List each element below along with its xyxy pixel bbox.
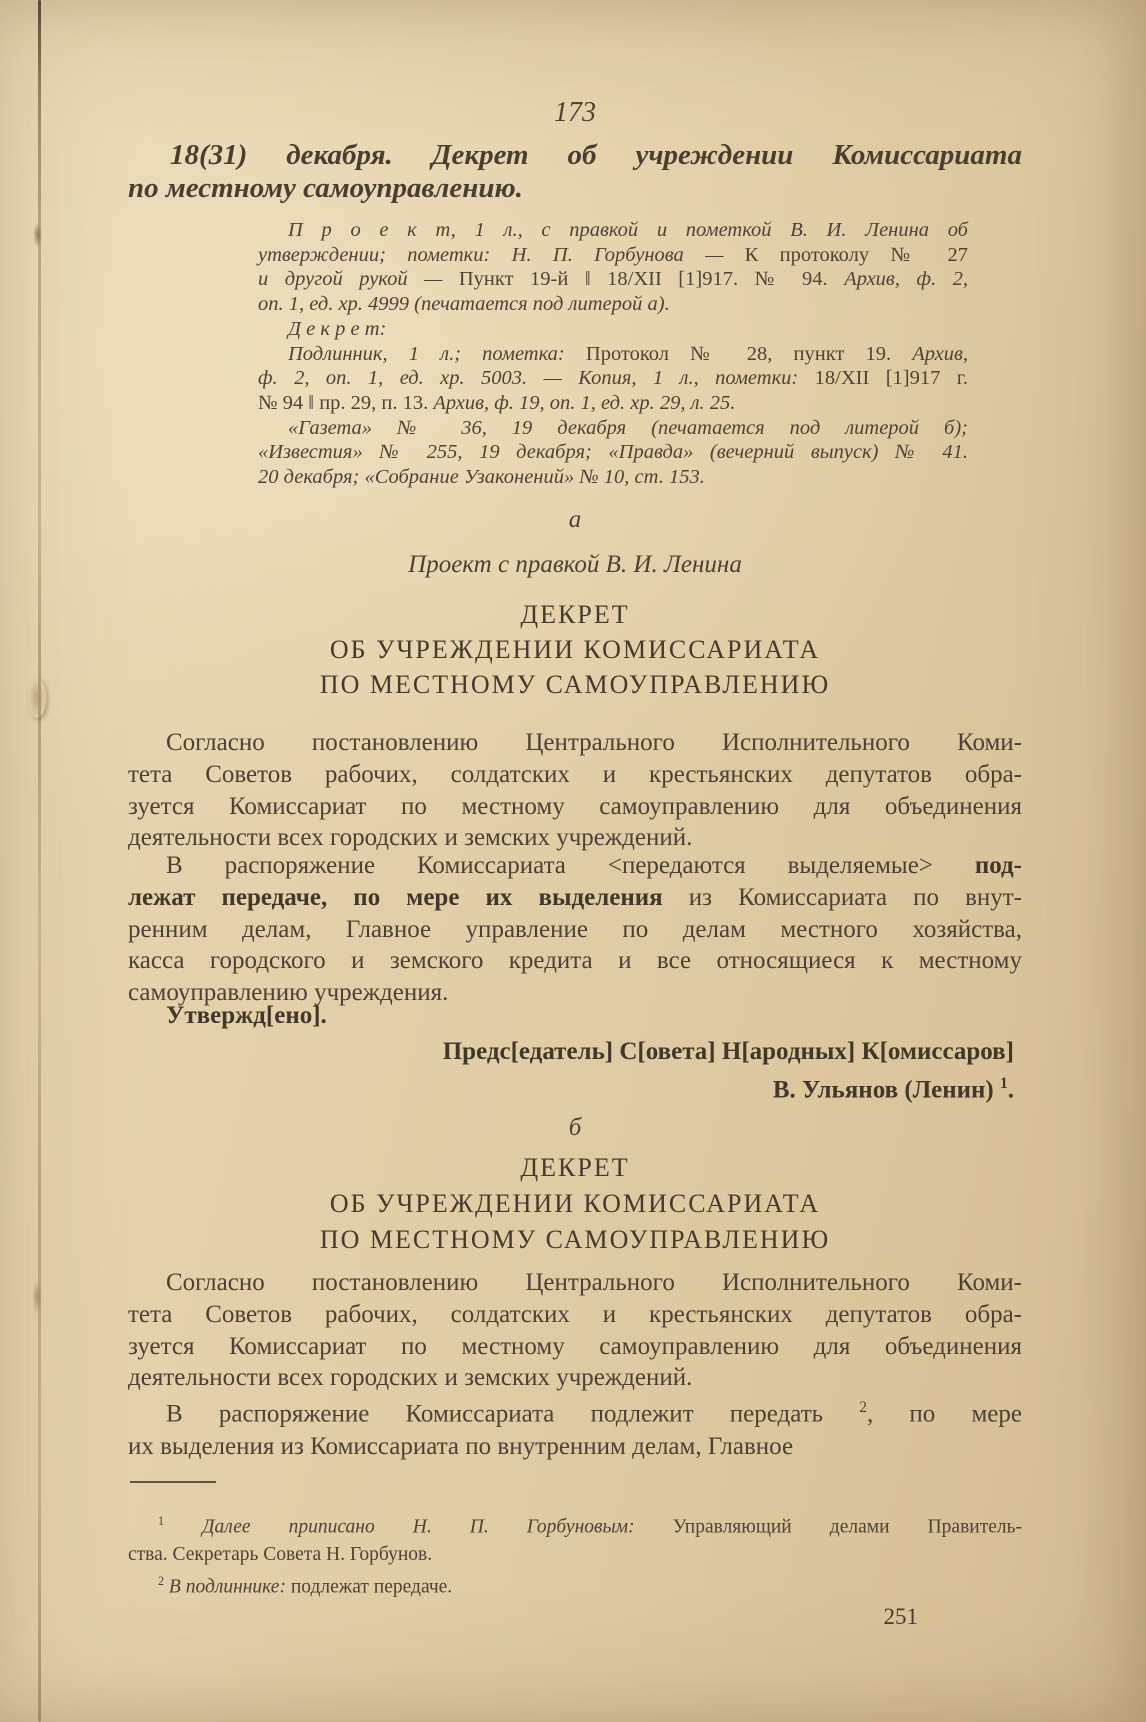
text-line: Согласно постановлению Центрального Исполнительного Коми- — [166, 729, 1022, 756]
footnote-line — [128, 1568, 1022, 1601]
text-run: утверждении; пометки: Н. П. Горбунова — — [258, 243, 745, 266]
text-run: 18/XII [1]917 г. — [814, 367, 969, 390]
text-run: «Известия» № 255, 19 декабря; «Правда» (вечерний выпуск) № 41. — [258, 441, 968, 464]
text-run: Подлинник, 1 л.; пометка: — [288, 342, 586, 365]
source-note-line — [258, 218, 968, 243]
text-run: из Комиссариата по внут- — [688, 883, 1023, 911]
source-note-line — [258, 267, 968, 292]
text-run: Архив, — [912, 342, 968, 365]
document-heading — [128, 139, 1022, 205]
text-run: <передаются выделяемые> — [607, 852, 975, 879]
text-line — [128, 945, 1022, 977]
text-run: под- — [974, 852, 1022, 879]
text-line — [128, 1391, 1022, 1430]
section-marker-b: б — [568, 1114, 582, 1141]
crease-notch — [28, 678, 46, 718]
text-run: В распоряжение Комиссариата подлежит передать — [166, 1400, 860, 1428]
text-line — [128, 850, 1022, 882]
text-run: 2 — [859, 1399, 867, 1416]
text-run: В подлиннике: — [168, 1576, 291, 1597]
document-number: 173 — [554, 97, 596, 128]
source-note-line — [258, 292, 968, 317]
paragraph-b1 — [128, 1267, 1022, 1394]
text-run: оп. 1, ед. хр. 4999 (печатается под литерой а). — [258, 293, 670, 316]
text-run: самоуправлению учреждения. — [128, 979, 449, 1007]
text-line: зуется Комиссариат по местному самоуправлению для объединения — [128, 1332, 1022, 1360]
text-line: Согласно постановлению Центрального Исполнительного Коми- — [166, 1269, 1022, 1296]
signature-block — [128, 1036, 1022, 1106]
text-run: , по мере — [866, 1400, 1022, 1428]
text-line: деятельности всех городских и земских учреждений. — [128, 1364, 693, 1392]
text-run: ф. 2, оп. 1, ед. хр. 5003. — Копия, 1 л., пометки: — [258, 367, 815, 390]
text-run: Управляющий делами Правитель- — [672, 1516, 1023, 1538]
text-run: 1 — [1000, 1075, 1008, 1092]
page-number: 251 — [883, 1604, 918, 1629]
signature-line — [128, 1036, 1022, 1068]
text-line — [128, 882, 1022, 914]
approved-line: Утвержд[ено]. — [166, 1002, 327, 1029]
text-line: тета Советов рабочих, солдатских и крестьянских депутатов обра- — [128, 1300, 1022, 1328]
decree-title-line: ПО МЕСТНОМУ САМОУПРАВЛЕНИЮ — [319, 670, 831, 699]
text-run: Архив, ф. 19, оп. 1, ед. хр. 29, л. 25. — [433, 391, 736, 414]
source-note-line — [258, 391, 968, 416]
gutter-crease — [38, 0, 41, 1722]
text-run: Предс[едатель] С[овета] Н[ародных] К[омиссаров] — [442, 1038, 1014, 1065]
text-run: К протоколу № 27 — [744, 243, 969, 266]
paragraph-a2 — [128, 850, 1022, 1009]
footnote-line — [128, 1508, 1022, 1541]
text-line — [128, 914, 1022, 946]
footnotes — [128, 1508, 1022, 1600]
section-marker-a: а — [568, 506, 582, 533]
decree-title-line: ДЕКРЕТ — [520, 600, 630, 629]
text-run — [164, 1517, 202, 1538]
source-note-line — [258, 317, 968, 342]
decree-title-line: ПО МЕСТНОМУ САМОУПРАВЛЕНИЮ — [319, 1225, 831, 1254]
source-note-line — [258, 366, 968, 391]
source-note-line — [258, 342, 968, 367]
text-run: подлежат передаче. — [290, 1576, 453, 1597]
source-note-line — [258, 243, 968, 268]
decree-title-line: ОБ УЧРЕЖДЕНИИ КОМИССАРИАТА — [329, 1189, 821, 1218]
footnote-line — [128, 1541, 1022, 1568]
source-note-line — [258, 465, 968, 490]
decree-title-line: ОБ УЧРЕЖДЕНИИ КОМИССАРИАТА — [329, 635, 821, 664]
text-line — [128, 1430, 1022, 1463]
text-run: 1 — [158, 1514, 165, 1528]
text-run: П р о е к т, 1 л., с правкой и пометкой В. И. Ленина об — [288, 219, 968, 241]
text-run: № 94 ‖ пр. 29, п. 13. — [258, 391, 434, 414]
text-run: Д е к р е т: — [288, 317, 387, 340]
decree-title-a — [128, 597, 1022, 702]
text-run: 20 декабря; «Собрание Узаконений» № 10, ст. 153. — [258, 466, 705, 489]
text-line: зуется Комиссариат по местному самоуправлению для объединения — [128, 792, 1022, 820]
text-run: Архив, ф. 2, — [844, 268, 969, 291]
heading-line: по местному самоуправлению. — [128, 172, 523, 204]
text-line: деятельности всех городских и земских учреждений. — [128, 824, 693, 852]
source-note-line — [258, 440, 968, 465]
footnote-rule — [130, 1481, 216, 1483]
text-run: Далее приписано Н. П. Горбуновым: — [202, 1516, 673, 1538]
heading-line: 18(31) декабря. Декрет об учреждении Комиссариата — [170, 139, 1022, 171]
text-run: . — [1007, 1076, 1014, 1104]
text-run: 2 — [158, 1573, 165, 1588]
paragraph-b2 — [128, 1391, 1022, 1463]
decree-title-b — [128, 1150, 1022, 1258]
text-run: и другой рукой — — [258, 268, 459, 291]
text-run: лежат передаче, по мере их выделения — [128, 883, 689, 911]
page-content — [128, 0, 1022, 1722]
text-run: Протокол № 28, пункт 19. — [585, 342, 913, 365]
text-run: Пункт 19-й ‖ 18/XII [1]917. № 94. — [458, 268, 845, 291]
decree-title-line: ДЕКРЕТ — [520, 1153, 630, 1182]
source-note-line — [258, 416, 968, 441]
text-run: ства. Секретарь Совета Н. Горбунов. — [128, 1543, 433, 1565]
text-run: ренним делам, Главное управление по делам местного хозяйства, — [128, 915, 1022, 943]
signature-line — [128, 1068, 1022, 1106]
text-run: касса городского и земского кредита и все относящиеся к местному — [128, 947, 1022, 975]
crease-notch — [33, 222, 42, 248]
section-a-subtitle: Проект с правкой В. И. Ленина — [408, 551, 742, 578]
text-run: В распоряжение Комиссариата — [166, 852, 608, 879]
text-run: В. Ульянов (Ленин) — [772, 1076, 1000, 1104]
source-note — [258, 218, 968, 490]
text-run: их выделения из Комиссариата по внутренним делам, Главное — [128, 1433, 794, 1461]
crease-notch — [32, 1280, 42, 1314]
text-line: тета Советов рабочих, солдатских и крестьянских депутатов обра- — [128, 760, 1022, 788]
text-run: «Газета» № 36, 19 декабря (печатается под литерой б); — [288, 416, 968, 439]
paragraph-a1 — [128, 727, 1022, 854]
